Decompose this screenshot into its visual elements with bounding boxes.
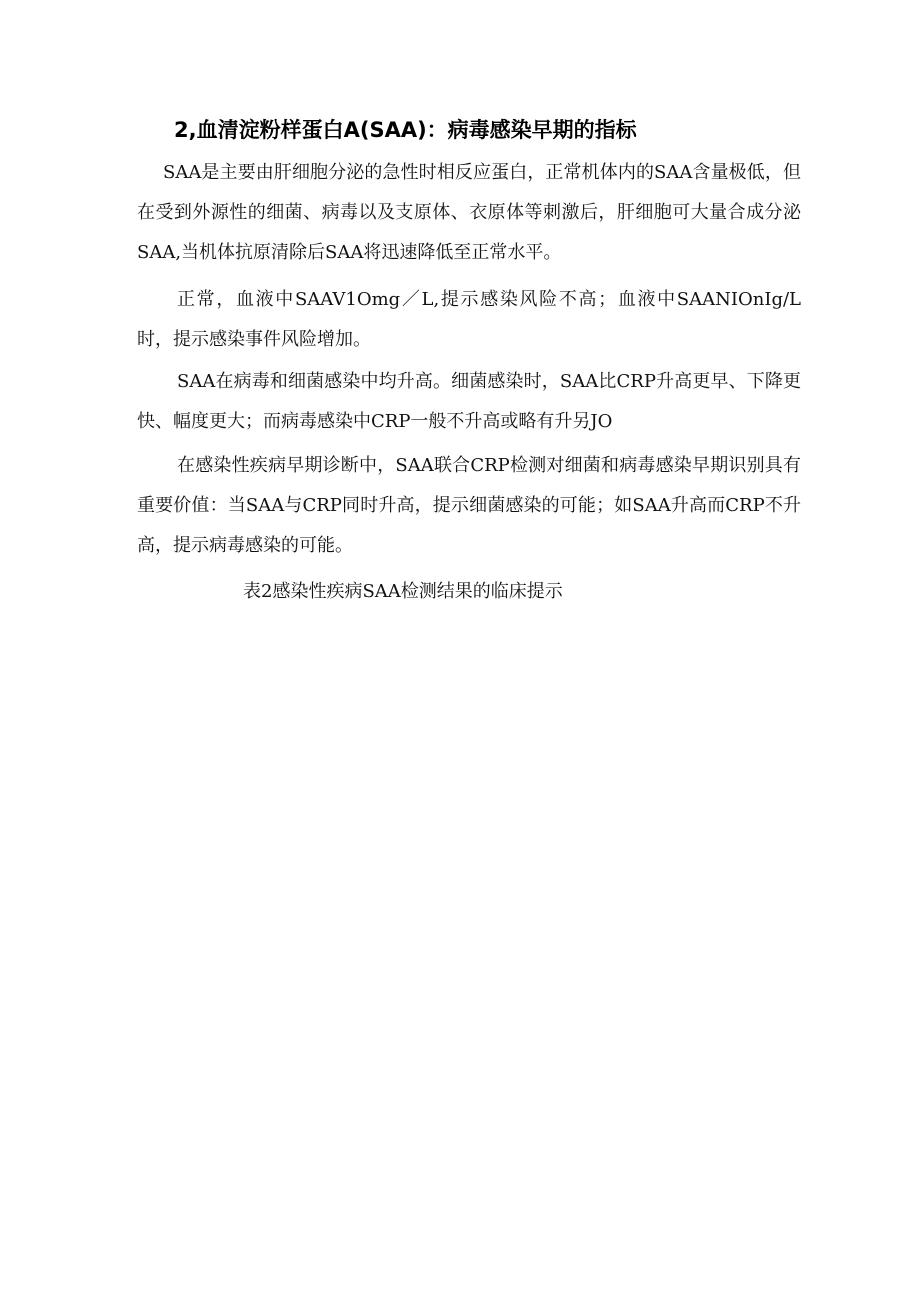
section-heading: 2,血清淀粉样蛋白A(SAA)：病毒感染早期的指标 <box>174 118 637 142</box>
paragraph-saa-vs-crp: SAA在病毒和细菌感染中均升高。细菌感染时，SAA比CRP升高更早、下降更快、幅度更大；而病毒感染中CRP一般不升高或略有升另JO <box>137 371 801 432</box>
paragraph-saa-crp-diagnosis: 在感染性疾病早期诊断中，SAA联合CRP检测对细菌和病毒感染早期识别具有重要价值：当SAA与CRP同时升高，提示细菌感染的可能；如SAA升高而CRP不升高，提示病毒感染的可能。 <box>137 455 801 556</box>
paragraph-saa-definition: SAA是主要由肝细胞分泌的急性时相反应蛋白，正常机体内的SAA含量极低，但在受到外源性的细菌、病毒以及支原体、衣原体等刺激后，肝细胞可大量合成分泌SAA,当机体抗原清除后SAA将迅速降低至正常水平。 <box>137 162 801 263</box>
table-caption: 表2感染性疾病SAA检测结果的临床提示 <box>243 581 563 602</box>
paragraph-saa-normal-range: 正常，血液中SAAV1Omg／L,提示感染风险不高；血液中SAANIOnIg/L时，提示感染事件风险增加。 <box>137 289 801 350</box>
